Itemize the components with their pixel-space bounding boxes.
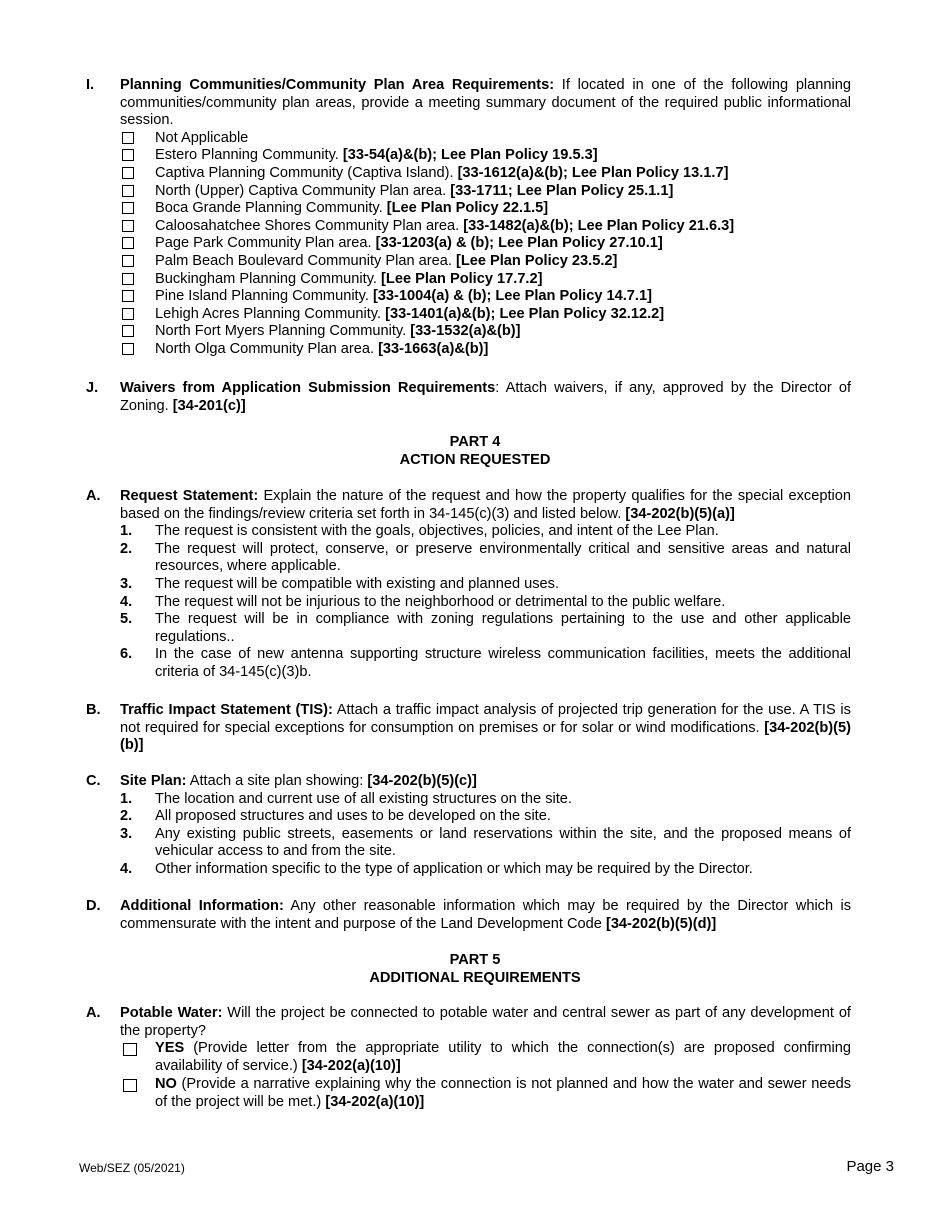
community-option <box>120 288 851 306</box>
option-label: Lehigh Acres Planning Community. <box>155 305 386 322</box>
code-reference: [Lee Plan Policy 17.7.2] <box>381 270 543 287</box>
section-text <box>120 773 851 791</box>
option-label: Page Park Community Plan area. <box>155 235 376 252</box>
section-description: If located in one of the following planning communities/community plan areas, provide a meeting summary document of the required public informational session. <box>120 77 852 129</box>
option-label: Not Applicable <box>155 129 249 146</box>
part-number: PART 4 <box>449 434 501 450</box>
item-text: Other information specific to the type of application or which may be required by the Director. <box>155 860 753 877</box>
no-checkbox[interactable] <box>123 1079 137 1092</box>
section-description: Explain the nature of the request and how the property qualifies for the special exception based on the findings/review criteria set forth in 34-145(c)(3) and listed below. <box>120 488 851 522</box>
option-checkbox[interactable] <box>122 255 134 267</box>
community-options-list <box>86 130 851 359</box>
section-description: Attach a traffic impact analysis of projected trip generation for the use. A TIS is not required for special exceptions for consumption on premises or for solar or wind modifications. <box>120 702 851 736</box>
item-number: 2. <box>120 808 133 825</box>
part-title: ADDITIONAL REQUIREMENTS <box>369 969 581 986</box>
code-reference: [34-202(b)(5)(c)] <box>367 773 477 789</box>
section-title: Waivers from Application Submission Requirements <box>120 380 496 396</box>
numbered-item <box>120 646 851 681</box>
numbered-item <box>120 791 851 809</box>
code-reference: [33-1203(a) & (b); Lee Plan Policy 27.10.1] <box>375 235 663 252</box>
section-title: Additional Information: <box>120 898 284 914</box>
item-text: All proposed structures and uses to be developed on the site. <box>155 808 551 825</box>
community-option <box>120 253 851 271</box>
section-title: Planning Communities/Community Plan Area Requirements: <box>120 77 555 93</box>
community-option <box>120 130 851 148</box>
code-reference: [33-1482(a)&(b); Lee Plan Policy 21.6.3] <box>463 217 735 234</box>
community-option <box>120 147 851 165</box>
item-text: The location and current use of all existing structures on the site. <box>155 790 572 807</box>
item-number: 3. <box>120 575 133 592</box>
code-reference: [33-1612(a)&(b); Lee Plan Policy 13.1.7] <box>457 164 729 181</box>
section-letter: J. <box>86 380 99 396</box>
section-title: Site Plan: <box>120 773 187 789</box>
part-5-section-a <box>86 1005 851 1113</box>
part-4-section-a <box>86 488 851 682</box>
community-option <box>120 323 851 341</box>
numbered-item <box>120 576 851 594</box>
section-letter: A. <box>86 488 101 504</box>
section-letter: C. <box>86 773 101 789</box>
section-description: Will the project be connected to potable water and central sewer as part of any development of the property? <box>120 1005 851 1039</box>
criteria-list <box>86 523 851 681</box>
item-number: 6. <box>120 646 133 663</box>
section-text <box>120 77 851 130</box>
option-label: YES <box>155 1040 185 1057</box>
part-4-heading <box>0 434 950 469</box>
section-letter: D. <box>86 898 101 914</box>
community-option <box>120 271 851 289</box>
part-4-section-c <box>86 773 851 879</box>
section-text <box>120 1005 851 1040</box>
code-reference: [34-201(c)] <box>172 397 246 414</box>
yes-checkbox[interactable] <box>123 1043 137 1056</box>
code-reference: [34-202(b)(5)(a)] <box>625 505 735 522</box>
option-label: North Fort Myers Planning Community. <box>155 323 411 340</box>
section-j <box>86 380 851 415</box>
community-option <box>120 235 851 253</box>
option-checkbox[interactable] <box>122 308 134 320</box>
section-letter: I. <box>86 77 95 93</box>
section-text <box>120 488 851 523</box>
community-option <box>120 306 851 324</box>
code-reference: [34-202(a)(10)] <box>325 1093 425 1110</box>
code-reference: [Lee Plan Policy 23.5.2] <box>455 252 618 269</box>
section-i <box>86 77 851 359</box>
section-text <box>120 380 851 415</box>
item-number: 5. <box>120 611 133 628</box>
community-option <box>120 218 851 236</box>
option-label: Pine Island Planning Community. <box>155 288 373 305</box>
code-reference: [34-202(b)(5)(d)] <box>605 915 717 932</box>
option-label: Estero Planning Community. <box>155 147 343 164</box>
item-number: 2. <box>120 540 133 557</box>
part-number: PART 5 <box>449 952 501 968</box>
page-number: Page 3 <box>846 1158 894 1175</box>
item-number: 4. <box>120 860 133 877</box>
item-text: The request is consistent with the goals, objectives, policies, and intent of the Lee Plan. <box>155 523 719 540</box>
option-text: (Provide a narrative explaining why the connection is not planned and how the water and sewer needs of the project will be met.) <box>155 1076 851 1110</box>
option-checkbox[interactable] <box>122 290 134 302</box>
option-label: Boca Grande Planning Community. <box>155 200 387 217</box>
option-label: North (Upper) Captiva Community Plan area. <box>155 182 451 199</box>
part-4-section-b <box>86 702 851 755</box>
option-checkbox[interactable] <box>122 343 134 355</box>
numbered-item <box>120 861 851 879</box>
section-title: Traffic Impact Statement (TIS): <box>120 702 333 718</box>
numbered-item <box>120 826 851 861</box>
item-number: 1. <box>120 523 133 540</box>
option-checkbox[interactable] <box>122 220 134 232</box>
section-text <box>120 898 851 933</box>
code-reference: [Lee Plan Policy 22.1.5] <box>386 200 549 217</box>
option-checkbox[interactable] <box>122 273 134 285</box>
option-checkbox[interactable] <box>122 237 134 249</box>
potable-water-yes-option <box>120 1040 851 1075</box>
code-reference: [33-1663(a)&(b)] <box>378 340 489 357</box>
numbered-item <box>120 541 851 576</box>
section-title: Potable Water: <box>120 1005 223 1021</box>
item-number: 4. <box>120 593 133 610</box>
section-title: Request Statement: <box>120 488 259 504</box>
numbered-item <box>120 594 851 612</box>
option-checkbox[interactable] <box>122 167 134 179</box>
potable-water-no-option <box>120 1076 851 1111</box>
option-checkbox[interactable] <box>122 132 134 144</box>
item-text: In the case of new antenna supporting structure wireless communication facilities, meets the additional criteria of 34-145(c)(3)b. <box>155 646 851 680</box>
section-text <box>120 702 851 755</box>
site-plan-list <box>86 791 851 879</box>
item-text: The request will be compatible with existing and planned uses. <box>155 575 559 592</box>
option-checkbox[interactable] <box>122 202 134 214</box>
item-text: The request will be in compliance with zoning regulations pertaining to the use and other applicable regulations.. <box>155 611 851 645</box>
section-description: Attach a site plan showing: <box>186 773 368 789</box>
option-checkbox[interactable] <box>122 149 134 161</box>
community-option <box>120 341 851 359</box>
numbered-item <box>120 523 851 541</box>
community-option <box>120 200 851 218</box>
section-letter: A. <box>86 1005 101 1021</box>
community-option <box>120 165 851 183</box>
option-checkbox[interactable] <box>122 325 134 337</box>
code-reference: [33-1004(a) & (b); Lee Plan Policy 14.7.1] <box>372 288 652 305</box>
code-reference: [33-1532(a)&(b)] <box>410 323 521 340</box>
option-label: NO <box>155 1076 177 1093</box>
section-description: Any other reasonable information which may be required by the Director which is commensurate with the intent and purpose of the Land Development Code <box>120 898 852 932</box>
code-reference: [33-54(a)&(b); Lee Plan Policy 19.5.3] <box>342 147 598 164</box>
option-label: Captiva Planning Community (Captiva Island). <box>155 164 458 181</box>
code-reference: [34-202(a)(10)] <box>301 1057 401 1074</box>
item-text: The request will protect, conserve, or preserve environmentally critical and sensitive areas and natural resources, where applicable. <box>155 540 851 575</box>
item-number: 1. <box>120 790 133 807</box>
item-text: The request will not be injurious to the neighborhood or detrimental to the public welfare. <box>155 593 726 610</box>
item-text: Any existing public streets, easements or land reservations within the site, and the proposed means of vehicular access to and from the site. <box>155 825 851 860</box>
option-checkbox[interactable] <box>122 185 134 197</box>
part-4-section-d <box>86 898 851 933</box>
code-reference: [33-1401(a)&(b); Lee Plan Policy 32.12.2] <box>385 305 665 322</box>
numbered-item <box>120 611 851 646</box>
form-revision: Web/SEZ (05/2021) <box>79 1161 185 1175</box>
option-label: North Olga Community Plan area. <box>155 340 379 357</box>
option-label: Palm Beach Boulevard Community Plan area. <box>155 252 456 269</box>
community-option <box>120 183 851 201</box>
code-reference: [33-1711; Lee Plan Policy 25.1.1] <box>450 182 674 199</box>
part-5-heading <box>0 952 950 987</box>
option-label: Buckingham Planning Community. <box>155 270 382 287</box>
section-letter: B. <box>86 702 101 718</box>
option-text: (Provide letter from the appropriate utility to which the connection(s) are proposed confirming availability of service.) <box>155 1040 851 1074</box>
item-number: 3. <box>120 825 133 842</box>
option-label: Caloosahatchee Shores Community Plan area. <box>155 217 464 234</box>
section-description: : Attach waivers, if any, approved by the Director of Zoning. <box>120 380 851 414</box>
numbered-item <box>120 808 851 826</box>
code-reference: [34-202(b)(5)(b)] <box>120 719 851 754</box>
part-title: ACTION REQUESTED <box>399 451 551 468</box>
